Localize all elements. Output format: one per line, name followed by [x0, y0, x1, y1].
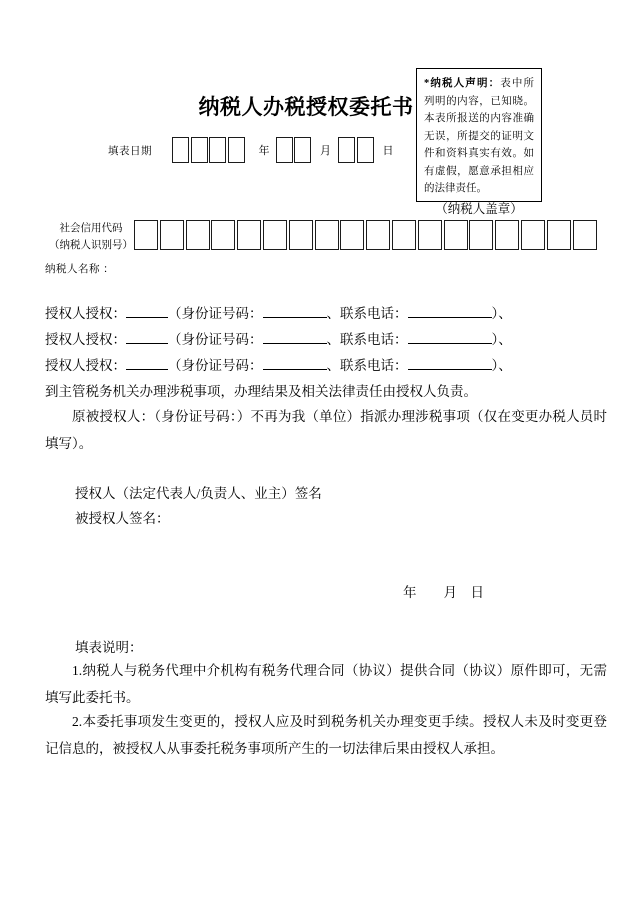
instruction-item-2: 2.本委托事项发生变更的，授权人应及时到税务机关办理变更手续。授权人未及时变更登记信息的，被授权人从事委托税务事项所产生的一切法律后果由授权人承担。	[45, 714, 607, 756]
fill-date-box	[357, 137, 374, 163]
declaration-heading: *纳税人声明：	[424, 78, 501, 89]
authorization-suffix: ）、	[491, 332, 512, 347]
declaration-body: 表中所列明的内容，已知晓。本表所报送的内容准确无误，所提交的证明文件和资料真实有效。如有虚假，愿意承担相应的法律责任。	[424, 78, 535, 194]
credit-code-box	[263, 220, 287, 250]
month-suffix-label: 月	[320, 145, 331, 157]
id-number-blank	[263, 357, 327, 370]
credit-code-box	[495, 220, 519, 250]
id-number-label: （身份证号码：	[168, 332, 263, 347]
credit-code-box	[211, 220, 235, 250]
fill-date-box	[191, 137, 208, 163]
credit-code-box	[237, 220, 261, 250]
credit-code-box	[521, 220, 545, 250]
authorized-signature-label: 被授权人签名：	[75, 511, 170, 526]
fill-date-box	[228, 137, 245, 163]
credit-code-label-line2: （纳税人识别号）	[49, 240, 133, 251]
instructions-heading: 填表说明：	[75, 640, 143, 655]
authorizer-name-blank	[126, 357, 168, 370]
credit-code-box	[340, 220, 364, 250]
credit-code-box	[444, 220, 468, 250]
credit-code-box	[573, 220, 597, 250]
authorization-line	[45, 327, 611, 353]
authorization-prefix: 授权人授权：	[45, 358, 126, 373]
year-suffix-label: 年	[258, 145, 270, 157]
credit-code-box	[289, 220, 313, 250]
declaration-seal-line: （纳税人盖章）	[435, 201, 523, 216]
credit-code-box	[547, 220, 571, 250]
fill-date-month-boxes	[276, 137, 312, 163]
credit-code-box	[160, 220, 184, 250]
phone-label: 、联系电话：	[326, 306, 408, 321]
authorization-section	[45, 301, 611, 405]
authorization-prefix: 授权人授权：	[45, 332, 126, 347]
authorization-suffix: ）、	[491, 306, 512, 321]
instruction-item-1: 1.纳税人与税务代理中介机构有税务代理合同（协议）提供合同（协议）原件即可，无需填写此委托书。	[45, 663, 607, 705]
authorization-line	[45, 301, 611, 327]
id-number-label: （身份证号码：	[168, 358, 263, 373]
taxpayer-name-label: 纳税人名称 ：	[45, 264, 115, 275]
fill-date-row	[108, 136, 394, 164]
fill-date-box	[276, 137, 293, 163]
fill-date-box	[172, 137, 189, 163]
credit-code-label	[45, 220, 137, 254]
credit-code-box	[315, 220, 339, 250]
credit-code-box	[469, 220, 493, 250]
credit-code-box	[134, 220, 158, 250]
taxpayer-declaration-box	[416, 68, 542, 216]
credit-code-box	[418, 220, 442, 250]
day-suffix-label: 日	[382, 145, 394, 157]
fill-date-day-boxes	[338, 137, 374, 163]
phone-label: 、联系电话：	[326, 358, 408, 373]
declaration-text	[424, 75, 534, 198]
credit-code-box	[366, 220, 390, 250]
credit-code-label-line1: 社会信用代码	[59, 223, 123, 234]
authorization-suffix: ）、	[491, 358, 512, 373]
fill-date-box	[294, 137, 311, 163]
authorizer-name-blank	[126, 305, 168, 318]
authorizer-signature-label: 授权人（法定代表人/负责人、业主）签名	[75, 486, 322, 501]
id-number-blank	[263, 331, 327, 344]
form-title: 纳税人办税授权委托书	[198, 95, 414, 119]
authorizer-name-blank	[126, 331, 168, 344]
credit-code-boxes	[134, 220, 597, 250]
credit-code-box	[392, 220, 416, 250]
id-number-blank	[263, 305, 327, 318]
phone-label: 、联系电话：	[326, 332, 408, 347]
id-number-label: （身份证号码：	[168, 306, 263, 321]
authorization-prefix: 授权人授权：	[45, 306, 126, 321]
fill-date-label: 填表日期	[108, 145, 152, 157]
revocation-note: 原被授权人：（身份证号码：）不再为我（单位）指派办理涉税事项（仅在变更办税人员时填写）。	[45, 409, 607, 451]
phone-blank	[408, 305, 492, 318]
signature-date-line: 年 月 日	[403, 585, 484, 600]
fill-date-box	[338, 137, 355, 163]
phone-blank	[408, 331, 492, 344]
authorization-line	[45, 353, 611, 379]
credit-code-box	[186, 220, 210, 250]
phone-blank	[408, 357, 492, 370]
fill-date-year-boxes	[172, 137, 245, 163]
authorization-footer: 到主管税务机关办理涉税事项，办理结果及相关法律责任由授权人负责。	[45, 384, 477, 399]
fill-date-box	[209, 137, 226, 163]
